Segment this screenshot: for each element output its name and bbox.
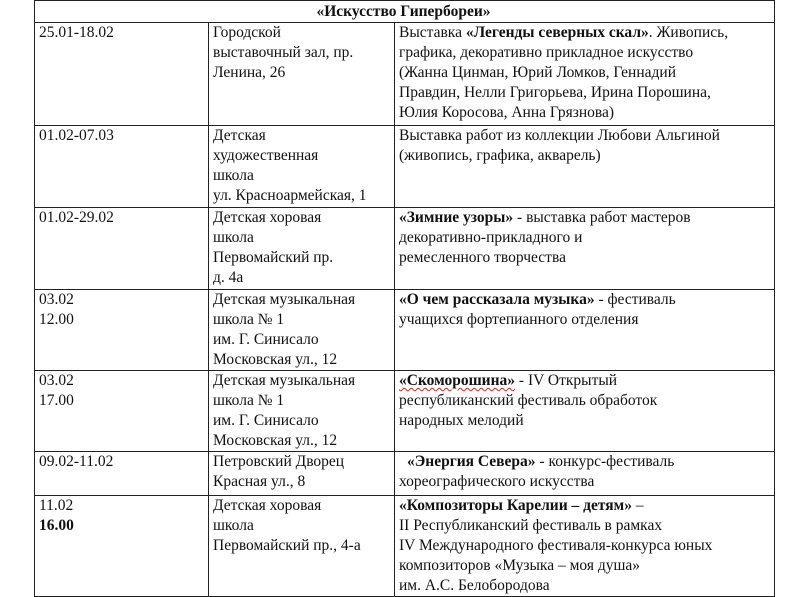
event-text: . Живопись, <box>648 24 729 41</box>
place-cell <box>209 371 395 452</box>
place-cell <box>209 290 395 371</box>
date-text: 03.02 <box>39 291 74 308</box>
event-line: композиторов «Музыка – моя душа» <box>399 557 641 574</box>
table-row <box>35 452 775 496</box>
event-line: народных мелодий <box>399 412 524 429</box>
place-line: школа № 1 <box>213 392 285 409</box>
date-cell <box>35 371 209 452</box>
date-text: 09.02-11.02 <box>39 453 114 470</box>
event-line <box>399 208 768 228</box>
time-text: 12.00 <box>39 311 74 328</box>
place-line: Красная ул., 8 <box>213 473 306 490</box>
place-line: д. 4а <box>213 269 244 286</box>
event-title: «Энергия Севера» <box>407 453 536 470</box>
event-line <box>399 496 768 516</box>
event-line: хореографического искусства <box>399 473 595 490</box>
place-line: им. Г. Синисало <box>213 331 319 348</box>
event-cell <box>395 126 775 208</box>
date-text: 11.02 <box>39 497 74 514</box>
date-text: 01.02-07.03 <box>39 127 114 144</box>
place-cell <box>209 208 395 290</box>
place-line: школа <box>213 517 254 534</box>
event-title: «Композиторы Карелии – детям» <box>399 497 632 514</box>
place-line: Детская хоровая <box>213 209 322 226</box>
event-cell <box>395 23 775 126</box>
event-line: (Жанна Цинман, Юрий Ломков, Геннадий <box>399 64 677 81</box>
event-line: учащихся фортепианного отделения <box>399 311 639 328</box>
event-title: «О чем рассказала музыка» <box>399 291 595 308</box>
place-cell <box>209 126 395 208</box>
event-text: - IV Открытый <box>515 372 618 389</box>
event-line: графика, декоративно прикладное искусство <box>399 44 694 61</box>
event-cell <box>395 290 775 371</box>
table-row <box>35 126 775 208</box>
event-text: - конкурс-фестиваль <box>535 453 675 470</box>
date-cell <box>35 23 209 126</box>
place-cell <box>209 23 395 126</box>
date-text: 25.01-18.02 <box>39 24 114 41</box>
time-text: 16.00 <box>39 517 74 534</box>
date-cell <box>35 208 209 290</box>
place-line: Первомайский пр. <box>213 249 334 266</box>
event-title: «Скоморошина» <box>399 372 516 389</box>
event-title: «Легенды северных скал» <box>465 24 649 41</box>
date-cell <box>35 452 209 496</box>
place-line: Детская <box>213 127 266 144</box>
event-cell <box>395 371 775 452</box>
event-line: республиканский фестиваль обработок <box>399 392 658 409</box>
event-line: II Республиканский фестиваль в рамках <box>399 517 663 534</box>
section-title: «Искусство Гипербореи» <box>35 1 775 23</box>
date-cell <box>35 496 209 597</box>
place-line: Петровский Дворец <box>213 453 345 470</box>
event-line <box>399 290 768 310</box>
event-line: ремесленного творчества <box>399 249 566 266</box>
event-line: Юлия Коросова, Анна Грязнова) <box>399 104 615 121</box>
event-cell <box>395 452 775 496</box>
event-line: IV Международного фестиваля-конкурса юных <box>399 537 713 554</box>
date-cell <box>35 126 209 208</box>
place-cell <box>209 452 395 496</box>
place-line: Московская ул., 12 <box>213 351 338 368</box>
event-line: им. А.С. Белобородова <box>399 577 550 594</box>
event-line: Выставка работ из коллекции Любови Альгиной <box>399 127 720 144</box>
place-line: Городской <box>213 24 281 41</box>
place-line: ул. Красноармейская, 1 <box>213 187 367 204</box>
place-line: школа <box>213 229 254 246</box>
place-line: школа № 1 <box>213 311 285 328</box>
time-text: 17.00 <box>39 392 74 409</box>
date-text: 01.02-29.02 <box>39 209 114 226</box>
event-text: - выставка работ мастеров <box>513 209 691 226</box>
event-prefix: Выставка <box>399 24 466 41</box>
event-text: - фестиваль <box>594 291 676 308</box>
table-row <box>35 23 775 126</box>
event-cell <box>395 208 775 290</box>
place-line: выставочный зал, пр. <box>213 44 354 61</box>
table-row <box>35 290 775 371</box>
table-row <box>35 496 775 597</box>
place-cell <box>209 496 395 597</box>
place-line: Ленина, 26 <box>213 64 286 81</box>
event-cell <box>395 496 775 597</box>
date-text: 03.02 <box>39 372 74 389</box>
date-cell <box>35 290 209 371</box>
table-row <box>35 208 775 290</box>
place-line: Первомайский пр., 4-а <box>213 537 361 554</box>
event-line: декоративно-прикладного и <box>399 229 583 246</box>
event-line <box>399 452 768 472</box>
place-line: школа <box>213 167 254 184</box>
place-line: Детская музыкальная <box>213 291 356 308</box>
place-line: им. Г. Синисало <box>213 412 319 429</box>
place-line: Московская ул., 12 <box>213 432 338 449</box>
events-table <box>34 0 775 597</box>
event-line: Правдин, Нелли Григорьева, Ирина Порошина, <box>399 84 711 101</box>
place-line: художественная <box>213 147 319 164</box>
event-text: – <box>632 497 644 514</box>
table-row <box>35 371 775 452</box>
table-title-row <box>35 1 775 23</box>
place-line: Детская хоровая <box>213 497 322 514</box>
place-line: Детская музыкальная <box>213 372 356 389</box>
event-title: «Зимние узоры» <box>399 209 514 226</box>
event-line: (живопись, графика, акварель) <box>399 147 601 164</box>
schedule-sheet <box>34 0 774 594</box>
event-line <box>399 371 768 391</box>
event-line <box>399 23 768 43</box>
